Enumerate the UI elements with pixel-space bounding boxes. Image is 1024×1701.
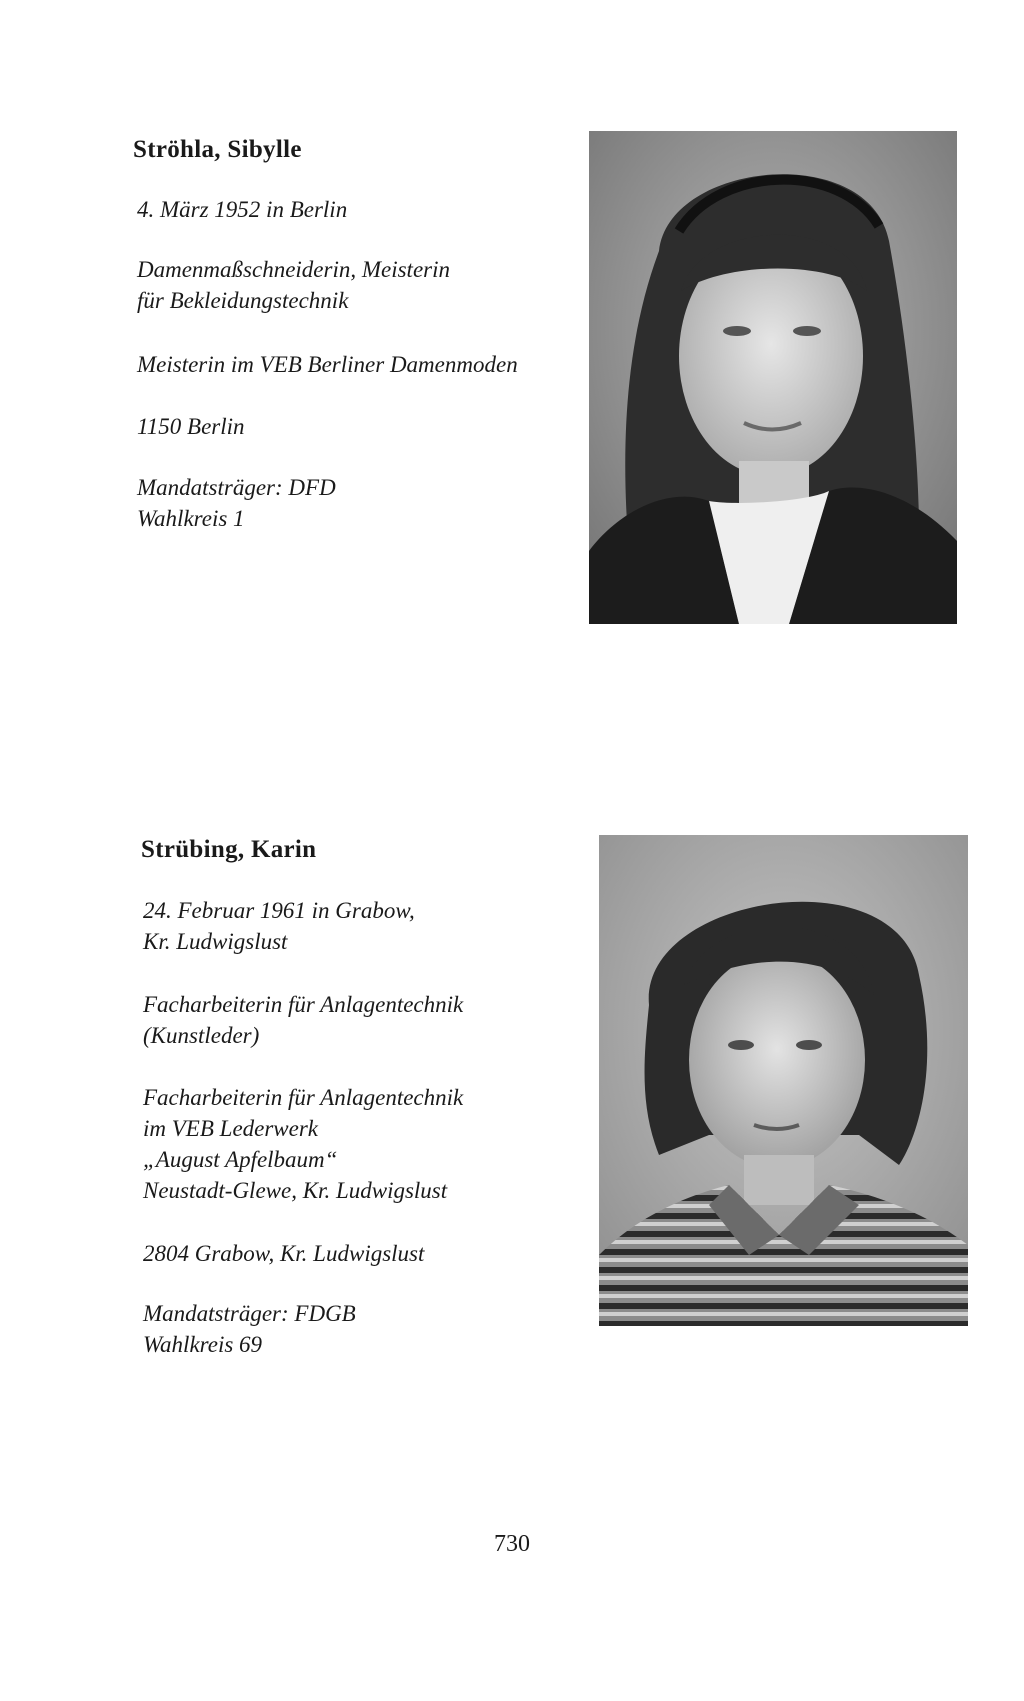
qualification: [137, 254, 450, 316]
residence: [137, 411, 245, 442]
birth-date: 4. März 1952 in Berlin: [137, 197, 348, 222]
occupation: [137, 349, 518, 380]
occupation: [143, 1082, 463, 1206]
residence: [143, 1238, 424, 1269]
qualification-line: Damenmaßschneiderin, Meisterin: [137, 257, 450, 282]
qualification-line: für Bekleidungstechnik: [137, 288, 349, 313]
birth-line: 24. Februar 1961 in Grabow,: [143, 898, 415, 923]
person-name: Strübing, Karin: [141, 836, 317, 863]
mandate-line: Mandatsträger: FDGB: [143, 1301, 356, 1326]
residence-line: 1150 Berlin: [137, 414, 245, 439]
occupation-line: im VEB Lederwerk: [143, 1116, 319, 1141]
portrait-photo: [599, 835, 968, 1326]
biography-entry: [141, 836, 316, 864]
qualification-line: (Kunstleder): [143, 1023, 260, 1048]
page-number: 730: [494, 1531, 530, 1557]
mandate: [137, 472, 336, 534]
constituency-line: Wahlkreis 1: [137, 506, 245, 531]
qualification: [143, 989, 463, 1051]
occupation-line: Meisterin im VEB Berliner Damenmoden: [137, 352, 518, 377]
biography-entry: [133, 136, 302, 164]
mandate-line: Mandatsträger: DFD: [137, 475, 336, 500]
birth-date: [143, 895, 415, 957]
occupation-line: Facharbeiterin für Anlagentechnik: [143, 1085, 464, 1110]
occupation-line: Neustadt-Glewe, Kr. Ludwigslust: [143, 1178, 448, 1203]
occupation-line: „August Apfelbaum“: [143, 1147, 338, 1172]
constituency-line: Wahlkreis 69: [143, 1332, 263, 1357]
biography-details: [137, 194, 347, 225]
birth-line: Kr. Ludwigslust: [143, 929, 288, 954]
qualification-line: Facharbeiterin für Anlagentechnik: [143, 992, 464, 1017]
mandate: [143, 1298, 356, 1360]
portrait-photo: [589, 131, 957, 624]
residence-line: 2804 Grabow, Kr. Ludwigslust: [143, 1241, 425, 1266]
person-name: Ströhla, Sibylle: [133, 136, 302, 163]
